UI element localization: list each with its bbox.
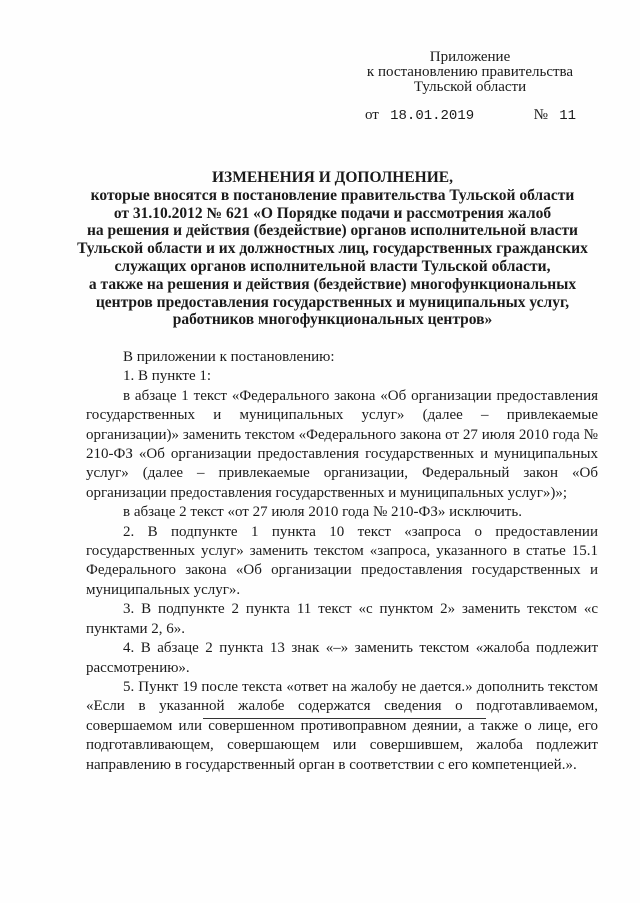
body-paragraph: 5. Пункт 19 после текста «ответ на жалобу не дается.» дополнить текстом «Если в указанной жалобе содержатся сведения о подготавливаемом, совершаемом или совершенном противоправном деянии, а также о лице, его подготавливающем, совершающем или совершившем, жалоба подлежит направлению в государственный орган в соответствии с его компетенцией.». — [86, 678, 598, 773]
body-paragraph: 1. В пункте 1: — [123, 368, 212, 385]
document-date: 18.01.2019 — [390, 108, 475, 124]
body-paragraph: 2. В подпункте 1 пункта 10 текст «запроса о предоставлении государственных услуг» заменить текстом «запроса, указанного в статье 15.1 Федерального закона «Об организации предоставления государственных и муниципальных услуг». — [86, 523, 598, 598]
document-title — [70, 169, 595, 329]
title-line: на решения и действия (бездействие) органов исполнительной власти — [86, 222, 578, 240]
document-body — [86, 348, 598, 775]
appendix-line: Тульской области — [413, 79, 527, 95]
body-paragraph: 4. В абзаце 2 пункта 13 знак «–» заменить текстом «жалоба подлежит рассмотрению». — [86, 640, 598, 676]
title-line: работников многофункциональных центров» — [172, 311, 493, 329]
body-paragraph: в абзаце 1 текст «Федерального закона «Об организации предоставления государственных и муниципальных услуг» (далее – привлекаемые организации)» заменить текстом «Федерального закона от 27 июля 2010 года № 210-ФЗ «Об организации предоставления государственных и муниципальных услуг» (далее – привлекаемые организации, Федеральный закон «Об организации предоставления государственных и муниципальных услуг»)»; — [86, 387, 598, 501]
body-paragraph: 3. В подпункте 2 пункта 11 текст «с пунктом 2» заменить текстом «с пунктами 2, 6». — [86, 601, 598, 637]
number-prefix: № — [533, 107, 548, 123]
date-number-line — [365, 107, 576, 124]
title-line: ИЗМЕНЕНИЯ И ДОПОЛНЕНИЕ, — [211, 169, 454, 186]
title-line: от 31.10.2012 № 621 «О Порядке подачи и рассмотрения жалоб — [113, 204, 552, 222]
appendix-line: к постановлению правительства — [366, 64, 574, 80]
title-line: которые вносятся в постановление правительства Тульской области — [90, 186, 575, 204]
closing-divider — [203, 718, 486, 719]
body-paragraph: В приложении к постановлению: — [123, 349, 335, 365]
title-line: а также на решения и действия (бездействие) многофункциональных — [88, 275, 577, 293]
date-prefix: от — [365, 107, 379, 123]
document-number: 11 — [559, 108, 576, 124]
body-paragraph: в абзаце 2 текст «от 27 июля 2010 года № 210-ФЗ» исключить. — [123, 504, 522, 521]
title-line: центров предоставления государственных и муниципальных услуг, — [95, 293, 570, 311]
appendix-block — [355, 50, 585, 95]
title-line: Тульской области и их должностных лиц, государственных гражданских — [77, 240, 588, 258]
appendix-line: Приложение — [429, 49, 511, 65]
title-line: служащих органов исполнительной власти Тульской области, — [114, 257, 551, 275]
